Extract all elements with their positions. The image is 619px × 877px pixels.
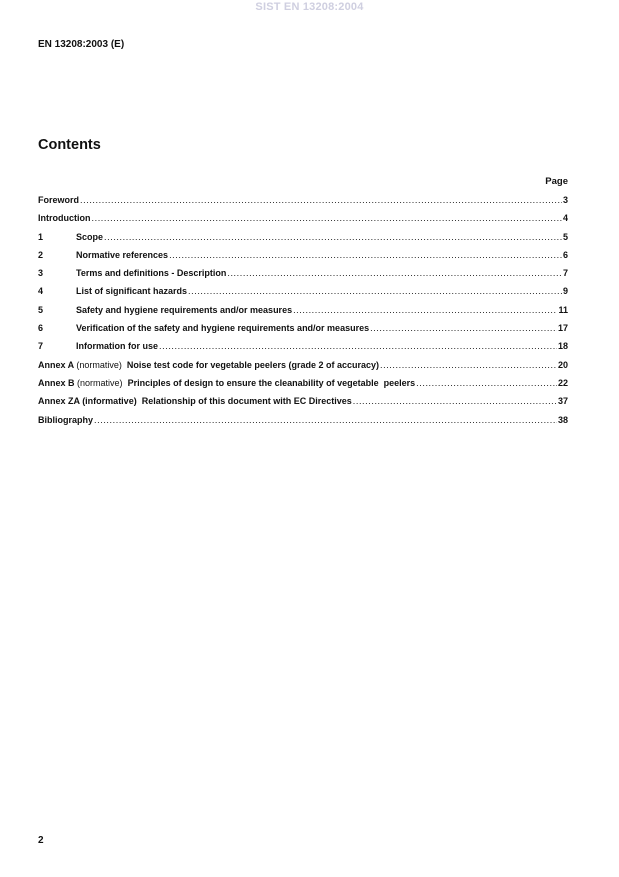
toc-leader [94,415,557,425]
document-id: EN 13208:2003 (E) [38,39,125,50]
toc-leader [293,305,557,315]
annex-label: Annex B [38,377,75,388]
page-number: 2 [38,835,44,846]
toc-leader [92,213,562,223]
toc-entry-page: 9 [562,286,568,297]
toc-entry-number: 7 [38,341,44,352]
toc-leader [227,268,562,278]
toc-entry-annex-a[interactable] [38,360,568,378]
annex-title: Noise test code for vegetable peelers (grade 2 of accuracy) [126,359,379,370]
toc-entry-title: Information for use [76,341,159,352]
toc-entry-title: Terms and definitions - Description [76,268,227,279]
toc-entry-annex-za[interactable] [38,396,568,414]
annex-title: Relationship of this document with EC Directives [141,396,352,407]
toc-entry-number: 2 [38,249,44,260]
annex-type: (informative) [82,396,137,407]
toc-entry-verification[interactable] [38,323,568,341]
toc-entry-bibliography[interactable] [38,415,568,433]
toc-entry-page: 5 [562,231,568,242]
toc-entry-information-for-use[interactable] [38,341,568,359]
table-of-contents [38,195,568,433]
toc-entry-safety-hygiene-requirements[interactable] [38,305,568,323]
toc-entry-title: Safety and hygiene requirements and/or measures [76,304,293,315]
toc-leader [188,286,562,296]
toc-entry-title: Verification of the safety and hygiene requirements and/or measures [76,323,370,334]
toc-entry-page: 17 [557,323,568,334]
toc-entry-title: List of significant hazards [76,286,188,297]
toc-entry-page: 37 [557,396,568,407]
toc-entry-page: 38 [557,414,568,425]
toc-entry-title: Introduction [38,213,91,224]
toc-entry-title: Normative references [76,249,169,260]
toc-entry-annex-b[interactable] [38,378,568,396]
toc-entry-significant-hazards[interactable] [38,286,568,304]
annex-label: Annex ZA [38,396,80,407]
annex-type: (normative) [77,377,123,388]
toc-entry-page: 11 [558,304,568,315]
toc-entry-title: Scope [76,231,104,242]
toc-entry-title: Foreword [38,195,80,205]
toc-entry-introduction[interactable] [38,213,568,231]
toc-leader [159,341,557,351]
toc-entry-foreword[interactable] [38,195,568,213]
toc-entry-page: 6 [562,249,568,260]
toc-entry-number: 4 [38,286,44,297]
toc-entry-page: 20 [557,359,568,370]
toc-entry-terms-and-definitions[interactable] [38,268,568,286]
toc-entry-number: 3 [38,268,44,279]
toc-leader [416,378,557,388]
toc-leader [353,396,557,406]
toc-entry-page: 7 [562,268,568,279]
toc-entry-number: 5 [38,304,44,315]
toc-entry-normative-references[interactable] [38,250,568,268]
toc-entry-page: 18 [557,341,568,352]
toc-entry-scope[interactable] [38,232,568,250]
toc-entry-page: 4 [562,213,568,224]
toc-entry-number: 6 [38,323,44,334]
toc-entry-page: 3 [562,195,568,205]
toc-leader [169,250,562,260]
toc-leader [380,360,557,370]
annex-type: (normative) [76,359,122,370]
toc-entry-number: 1 [38,231,44,242]
annex-label: Annex A [38,359,74,370]
toc-entry-title: Bibliography [38,414,94,425]
toc-entry-title [38,396,352,406]
page-column-label: Page [545,176,568,187]
toc-leader [80,195,562,205]
toc-entry-page: 22 [557,377,568,388]
watermark: SIST EN 13208:2004 [255,1,364,13]
toc-entry-title [38,360,379,370]
toc-leader [104,232,562,242]
contents-heading: Contents [38,137,101,153]
toc-entry-title [38,378,415,388]
toc-leader [370,323,557,333]
annex-title: Principles of design to ensure the cleanability of vegetable peelers [127,377,416,388]
